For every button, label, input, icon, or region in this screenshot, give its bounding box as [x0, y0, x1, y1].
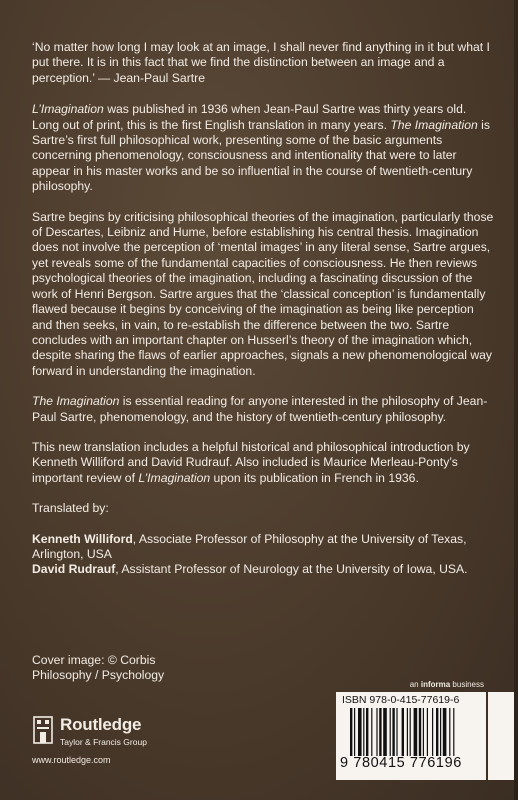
translator-williford: Kenneth Williford, Associate Professor of Philosophy at the University of Texas, Arlington, USA	[32, 531, 467, 561]
cover-image-credit: Cover image: © Corbis	[32, 653, 156, 667]
book-title-english: The Imagination	[390, 117, 478, 132]
back-cover-text	[32, 40, 494, 578]
publisher-name: Routledge	[60, 715, 142, 734]
translator-rudrauf: David Rudrauf, Assistant Professor of Neurology at the University of Iowa, USA.	[32, 562, 468, 577]
cover-edge	[514, 0, 518, 800]
book-title: L’Imagination	[32, 102, 104, 117]
barcode-number: 9 780415 776196	[340, 755, 462, 771]
paragraph-translation: This new translation includes a helpful historical and philosophical introduction by Kenneth Williford and David Rudrauf. Also included is Maurice Merleau-Ponty’s important review of L’Imagination upon its publication in French in 1936.	[32, 439, 470, 485]
barcode-extension	[488, 692, 514, 780]
informa-tagline: an informa business	[409, 680, 484, 689]
cover-credit	[32, 653, 164, 684]
isbn-label: ISBN 978-0-415-77619-6	[342, 694, 460, 706]
subject-category: Philosophy / Psychology	[32, 668, 165, 683]
translated-by-label: Translated by:	[32, 501, 109, 516]
publisher-website[interactable]: www.routledge.com	[32, 755, 111, 765]
paragraph-summary: Sartre begins by criticising philosophical theories of the imagination, particularly those of Descartes, Leibniz and Hume, before establishing his central thesis. Imagination does not involve the perception of ‘mental images’ in any literal sense, Sartre argues, yet reveals some of the fundamental capacities of consciousness. He then reviews psychological theories of the imagination, including a fascinating discussion of the work of Henri Bergson. Sartre argues that the ‘classical conception’ is fundamentally flawed because it begins by conceiving of the imagination as being like perception and then seeks, in vain, to re-establish the difference between the two. Sartre concludes with an important chapter on Husserl’s theory of the imagination which, despite sharing the flaws of earlier approaches, signals a new phenomenological way forward in understanding the imagination.	[32, 209, 494, 378]
paragraph-publication: L’Imagination was published in 1936 when Jean-Paul Sartre was thirty years old. Long out of print, this is the first English translation in many years. The Imagination is Sartre’s first full philosophical work, presenting some of the basic arguments concerning phenomenology, consciousness and intentionality that were to later appear in his master works and be so influential in the course of twentieth-century philosophy.	[32, 102, 490, 194]
book-title-english: The Imagination	[32, 394, 120, 409]
routledge-tower-icon	[32, 715, 54, 745]
epigraph-quote: ‘No matter how long I may look at an image, I shall never find anything in it but what I put there. It is in this fact that we find the distinction between an image and a perception.’ — Jean-Paul Sartre	[32, 40, 490, 85]
barcode-box	[336, 692, 486, 780]
book-title: L’Imagination	[138, 470, 211, 485]
isbn-area	[336, 680, 518, 800]
barcode-icon	[350, 708, 474, 756]
publisher-group: Taylor & Francis Group	[60, 737, 147, 747]
paragraph-audience: The Imagination is essential reading for anyone interested in the philosophy of Jean-Paul Sartre, phenomenology, and the history of twentieth-century philosophy.	[32, 394, 488, 424]
